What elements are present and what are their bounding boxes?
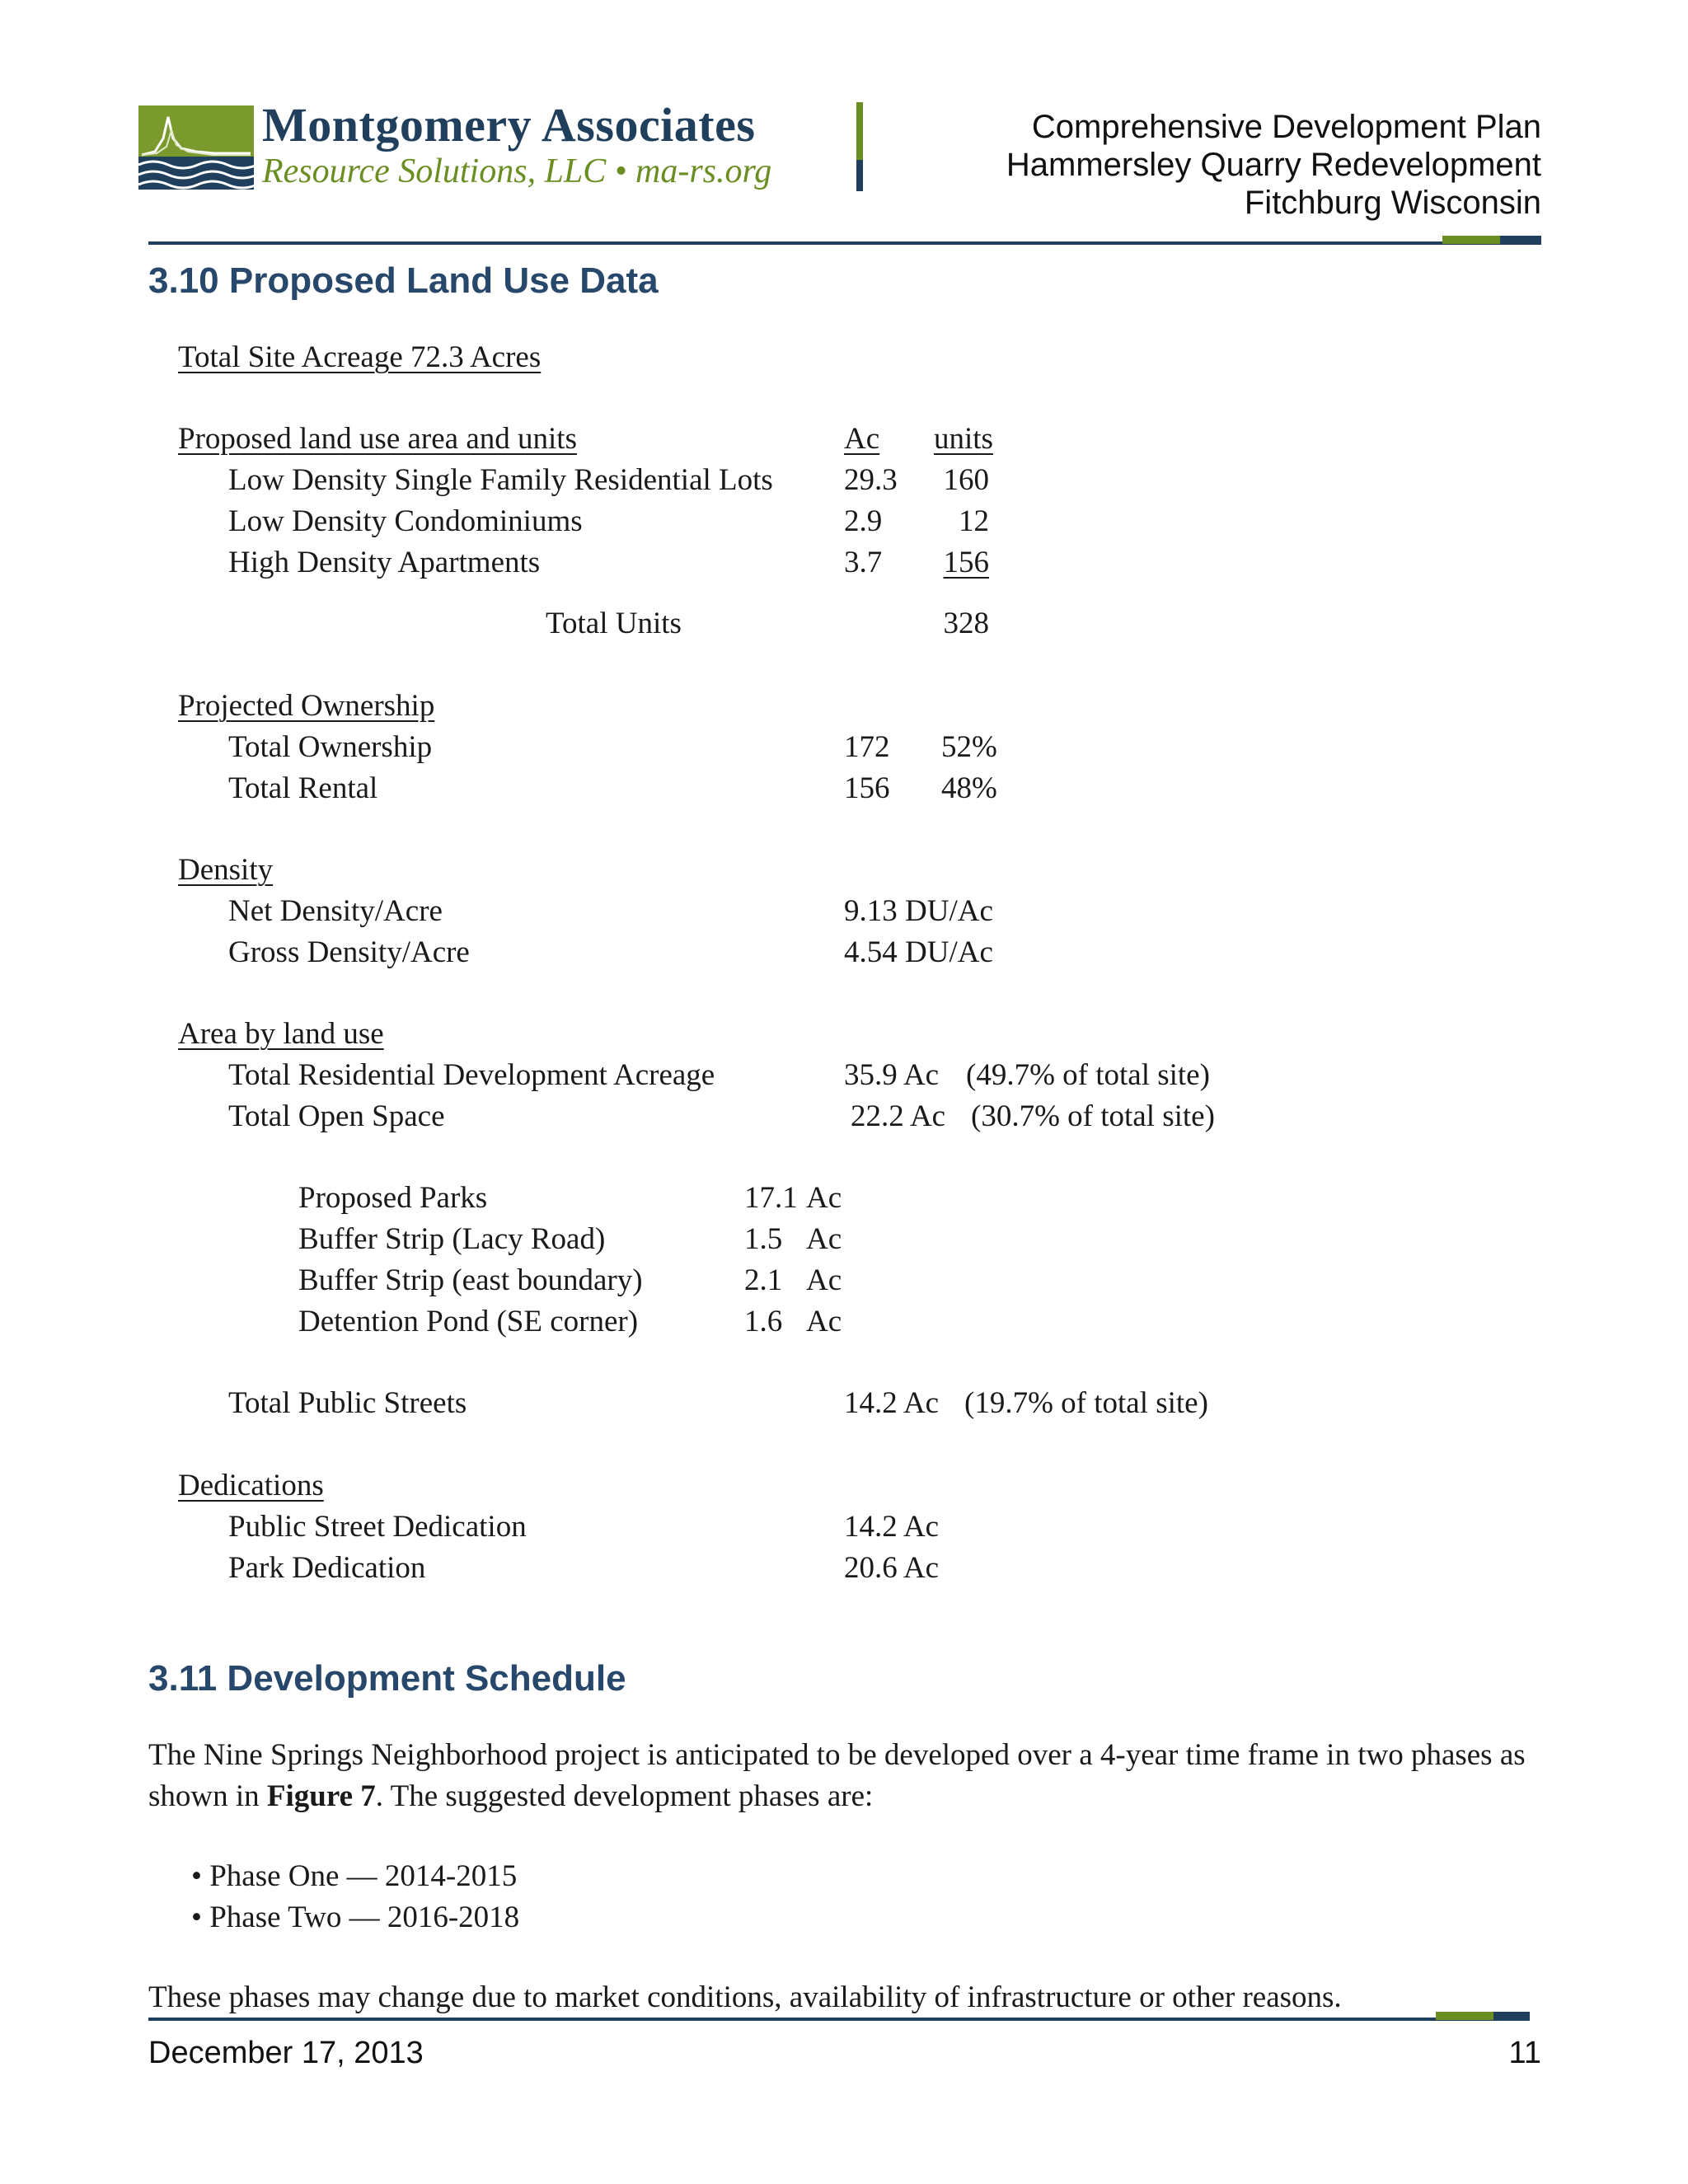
sub-row-num: 17.1 (744, 1181, 798, 1215)
gross-density-value: 4.54 DU/Ac (844, 935, 993, 969)
sub-row-unit: Ac (806, 1305, 842, 1338)
open-space-value: 22.2 Ac (851, 1099, 946, 1133)
sub-row-num: 1.5 (744, 1222, 783, 1256)
section-heading-schedule: 3.11 Development Schedule (148, 1658, 626, 1699)
page-number: 11 (1508, 2036, 1541, 2070)
header-rule-accent-blue (1500, 236, 1541, 244)
row-units: 12 (959, 504, 989, 538)
footer-date: December 17, 2013 (148, 2036, 424, 2070)
park-dedication-label: Park Dedication (228, 1551, 426, 1585)
footer-rule-accent-green (1436, 2012, 1493, 2020)
public-streets-value: 14.2 Ac (844, 1386, 940, 1420)
col-header-units: units (934, 422, 993, 456)
net-density-value: 9.13 DU/Ac (844, 894, 993, 928)
sub-row-label: Detention Pond (SE corner) (298, 1305, 639, 1338)
doc-title-line-1: Comprehensive Development Plan (1031, 109, 1541, 145)
gross-density-label: Gross Density/Acre (228, 935, 470, 969)
row-ac: 29.3 (844, 463, 898, 497)
residential-acreage-note: (49.7% of total site) (966, 1058, 1210, 1092)
area-heading: Area by land use (178, 1017, 384, 1051)
rental-label: Total Rental (228, 771, 378, 805)
phase-one: Phase One — 2014-2015 (209, 1859, 518, 1893)
sub-row-unit: Ac (806, 1181, 842, 1215)
ownership-heading: Projected Ownership (178, 689, 435, 723)
dedications-heading: Dedications (178, 1469, 324, 1502)
street-dedication-value: 14.2 Ac (844, 1510, 940, 1544)
footer-rule (148, 2018, 1530, 2021)
sub-row-label: Proposed Parks (298, 1181, 488, 1215)
park-dedication-value: 20.6 Ac (844, 1551, 940, 1585)
total-units-value: 328 (943, 607, 989, 640)
header-divider-blue (856, 160, 863, 191)
ownership-label: Total Ownership (228, 730, 433, 764)
sub-row-label: Buffer Strip (east boundary) (298, 1263, 643, 1297)
schedule-paragraph (148, 1735, 1541, 1817)
row-units: 160 (943, 463, 989, 497)
doc-title-line-2: Hammersley Quarry Redevelopment (1006, 147, 1541, 183)
public-streets-label: Total Public Streets (228, 1386, 467, 1420)
paragraph-text-end: . The suggested development phases are: (375, 1779, 874, 1813)
paragraph-text: The Nine Springs Neighborhood project is anticipated to be developed over a 4-year time frame in two phases as shown in (148, 1738, 1526, 1813)
row-units: 156 (943, 546, 989, 579)
sub-row-num: 2.1 (744, 1263, 783, 1297)
row-label: Low Density Single Family Residential Lots (228, 463, 773, 497)
open-space-label: Total Open Space (228, 1099, 445, 1133)
total-units-label: Total Units (546, 607, 682, 640)
sub-row-num: 1.6 (744, 1305, 783, 1338)
row-ac: 3.7 (844, 546, 883, 579)
rental-value: 156 (844, 771, 890, 805)
col-header-ac: Ac (844, 422, 880, 456)
figure-reference: Figure 7 (266, 1779, 376, 1813)
logo-subtitle: Resource Solutions, LLC • ma-rs.org (262, 152, 772, 190)
row-ac: 2.9 (844, 504, 883, 538)
phase-two: Phase Two — 2016-2018 (209, 1900, 520, 1934)
header-divider-green (856, 102, 863, 160)
net-density-label: Net Density/Acre (228, 894, 443, 928)
section-heading-land-use: 3.10 Proposed Land Use Data (148, 260, 659, 301)
public-streets-note: (19.7% of total site) (964, 1386, 1208, 1420)
logo-title: Montgomery Associates (262, 98, 756, 152)
footer-rule-accent-blue (1493, 2012, 1530, 2020)
ownership-pct: 52% (941, 730, 997, 764)
sub-row-unit: Ac (806, 1263, 842, 1297)
open-space-note: (30.7% of total site) (971, 1099, 1215, 1133)
list-item: • Phase Two — 2016-2018 (191, 1900, 520, 1934)
header-rule-accent-green (1442, 236, 1500, 244)
sub-row-label: Buffer Strip (Lacy Road) (298, 1222, 606, 1256)
row-label: Low Density Condominiums (228, 504, 583, 538)
row-label: High Density Apartments (228, 546, 541, 579)
street-dedication-label: Public Street Dedication (228, 1510, 527, 1544)
sub-row-unit: Ac (806, 1222, 842, 1256)
density-heading: Density (178, 853, 274, 887)
residential-acreage-value: 35.9 Ac (844, 1058, 940, 1092)
doc-title-line-3: Fitchburg Wisconsin (1244, 185, 1541, 221)
land-use-heading: Proposed land use area and units (178, 422, 577, 456)
residential-acreage-label: Total Residential Development Acreage (228, 1058, 715, 1092)
rental-pct: 48% (941, 771, 997, 805)
total-site-acreage: Total Site Acreage 72.3 Acres (178, 340, 542, 374)
closing-sentence: These phases may change due to market conditions, availability of infrastructure or other reasons. (148, 1980, 1342, 2014)
ownership-value: 172 (844, 730, 890, 764)
list-item: • Phase One — 2014-2015 (191, 1859, 518, 1893)
watershed-logo-icon (138, 105, 254, 190)
header-rule (148, 241, 1541, 245)
